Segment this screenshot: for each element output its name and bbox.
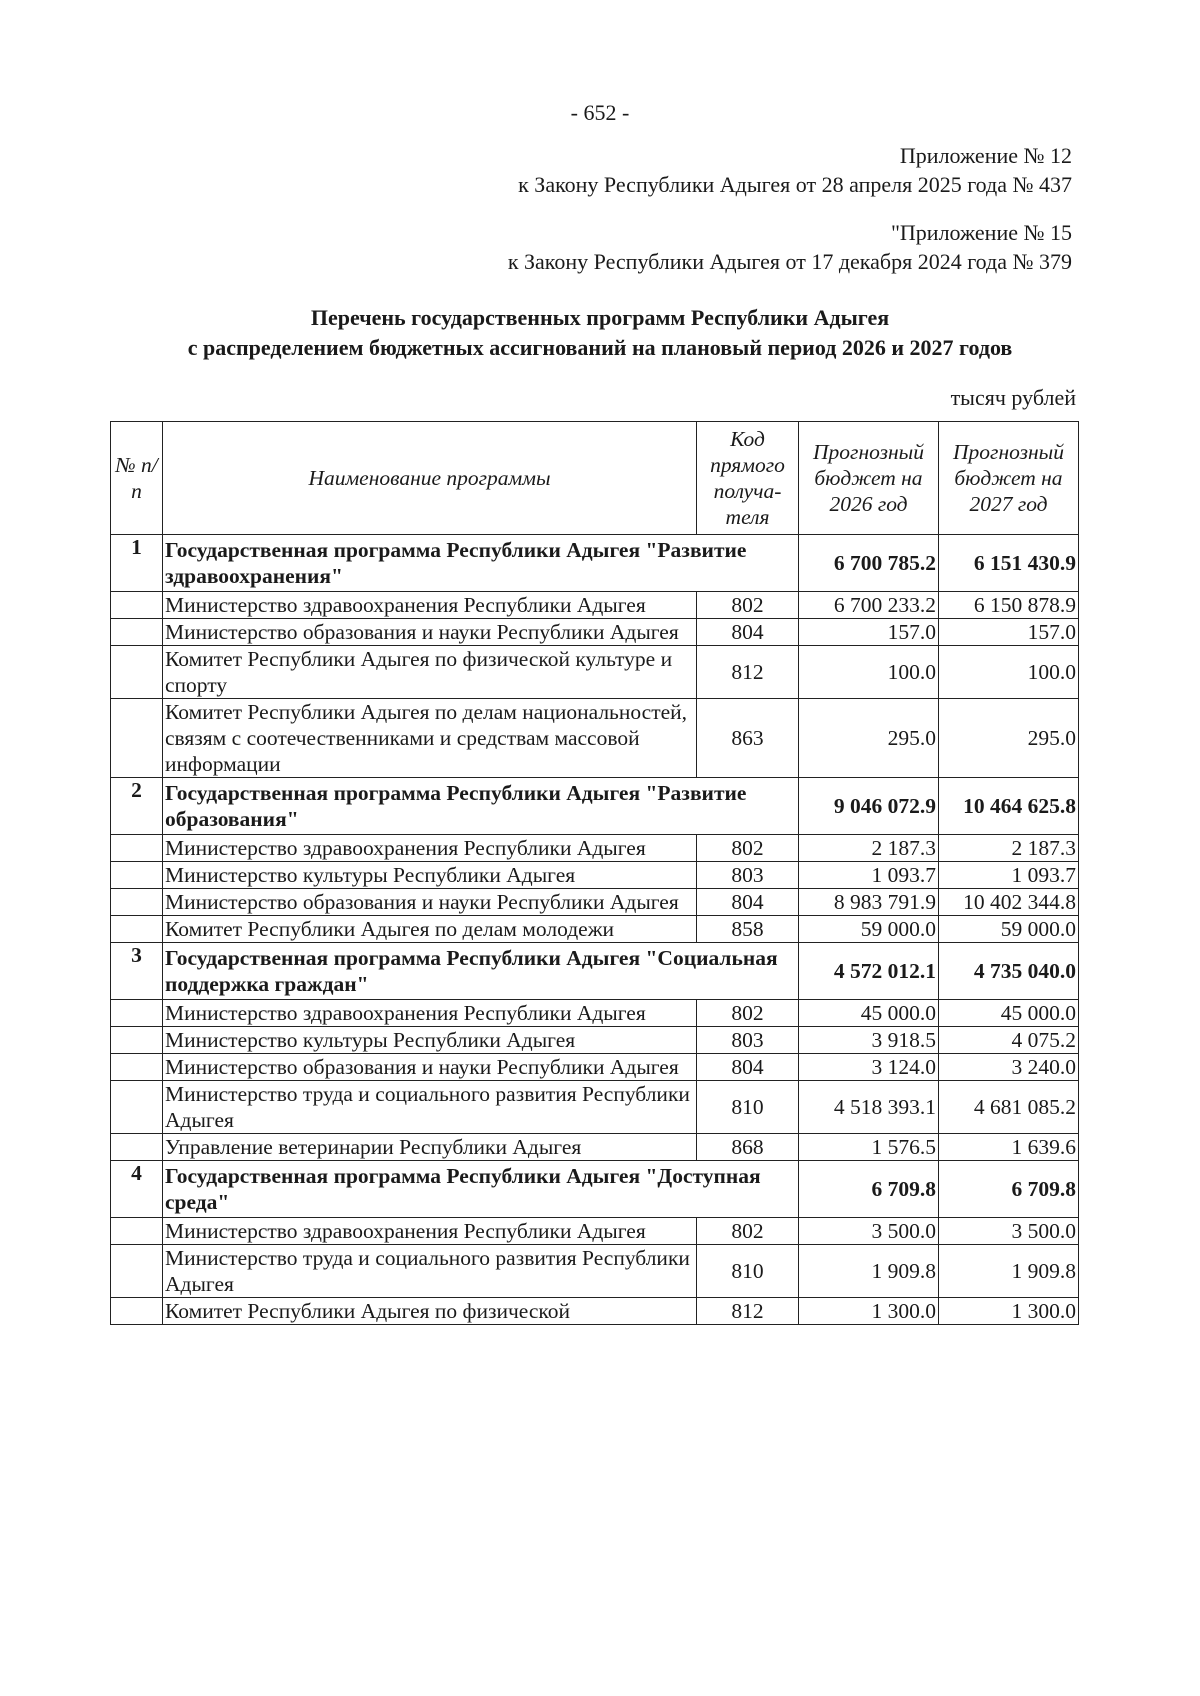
empty-num-cell	[111, 835, 163, 862]
budget-2026-value: 1 300.0	[799, 1298, 939, 1325]
table-row	[111, 1245, 1079, 1298]
program-number: 2	[111, 778, 163, 835]
recipient-code: 803	[697, 1027, 799, 1054]
budget-2027-value: 1 909.8	[939, 1245, 1079, 1298]
table-row	[111, 1218, 1079, 1245]
table-row	[111, 592, 1079, 619]
program-row	[111, 778, 1079, 835]
budget-2026-value: 3 124.0	[799, 1054, 939, 1081]
program-total-2027: 4 735 040.0	[939, 943, 1079, 1000]
program-total-2027: 10 464 625.8	[939, 778, 1079, 835]
document-title-line1: Перечень государственных программ Республики Адыгея	[310, 305, 890, 330]
document-title-line2: с распределением бюджетных ассигнований на плановый период 2026 и 2027 годов	[187, 335, 1013, 360]
recipient-code: 863	[697, 699, 799, 778]
empty-num-cell	[111, 699, 163, 778]
empty-num-cell	[111, 1298, 163, 1325]
program-title: Государственная программа Республики Адыгея "Развитие образования"	[163, 778, 799, 835]
recipient-code: 804	[697, 1054, 799, 1081]
program-row	[111, 943, 1079, 1000]
empty-num-cell	[111, 1000, 163, 1027]
recipient-code: 804	[697, 889, 799, 916]
budget-2027-value: 100.0	[939, 646, 1079, 699]
units-label: тысяч рублей	[950, 385, 1076, 410]
table-row	[111, 619, 1079, 646]
recipient-code: 812	[697, 1298, 799, 1325]
header-num: № п/п	[111, 422, 163, 535]
recipient-name: Министерство здравоохранения Республики Адыгея	[163, 592, 697, 619]
budget-2026-value: 1 909.8	[799, 1245, 939, 1298]
empty-num-cell	[111, 1218, 163, 1245]
budget-2027-value: 59 000.0	[939, 916, 1079, 943]
program-total-2027: 6 709.8	[939, 1161, 1079, 1218]
budget-2027-value: 1 300.0	[939, 1298, 1079, 1325]
program-total-2026: 4 572 012.1	[799, 943, 939, 1000]
budget-2027-value: 4 075.2	[939, 1027, 1079, 1054]
annex-original-line2: к Закону Республики Адыгея от 17 декабря 2024 года № 379	[507, 249, 1072, 274]
recipient-name: Министерство образования и науки Республики Адыгея	[163, 889, 697, 916]
table-row	[111, 699, 1079, 778]
table-row	[111, 889, 1079, 916]
budget-2026-value: 1 093.7	[799, 862, 939, 889]
recipient-name: Комитет Республики Адыгея по физической	[163, 1298, 697, 1325]
budget-2026-value: 295.0	[799, 699, 939, 778]
empty-num-cell	[111, 1245, 163, 1298]
budget-2027-value: 45 000.0	[939, 1000, 1079, 1027]
table-row	[111, 646, 1079, 699]
recipient-name: Министерство здравоохранения Республики Адыгея	[163, 1000, 697, 1027]
empty-num-cell	[111, 646, 163, 699]
table-row	[111, 1081, 1079, 1134]
budget-2026-value: 100.0	[799, 646, 939, 699]
table-body	[111, 535, 1079, 1325]
budget-2026-value: 1 576.5	[799, 1134, 939, 1161]
recipient-name: Министерство здравоохранения Республики Адыгея	[163, 835, 697, 862]
table-row	[111, 862, 1079, 889]
budget-2026-value: 3 918.5	[799, 1027, 939, 1054]
recipient-code: 804	[697, 619, 799, 646]
budget-2027-value: 1 093.7	[939, 862, 1079, 889]
budget-2026-value: 45 000.0	[799, 1000, 939, 1027]
recipient-name: Комитет Республики Адыгея по делам молодежи	[163, 916, 697, 943]
header-budget-2026: Прогнозный бюджет на 2026 год	[799, 422, 939, 535]
empty-num-cell	[111, 1134, 163, 1161]
table-row	[111, 916, 1079, 943]
table-row	[111, 1027, 1079, 1054]
table-row	[111, 1054, 1079, 1081]
header-budget-2027: Прогнозный бюджет на 2027 год	[939, 422, 1079, 535]
program-number: 4	[111, 1161, 163, 1218]
empty-num-cell	[111, 592, 163, 619]
empty-num-cell	[111, 889, 163, 916]
table-row	[111, 1134, 1079, 1161]
program-row	[111, 1161, 1079, 1218]
budget-2026-value: 2 187.3	[799, 835, 939, 862]
empty-num-cell	[111, 916, 163, 943]
empty-num-cell	[111, 862, 163, 889]
program-total-2026: 6 700 785.2	[799, 535, 939, 592]
empty-num-cell	[111, 1081, 163, 1134]
recipient-name: Министерство здравоохранения Республики Адыгея	[163, 1218, 697, 1245]
recipient-code: 858	[697, 916, 799, 943]
empty-num-cell	[111, 1054, 163, 1081]
recipient-code: 868	[697, 1134, 799, 1161]
program-number: 1	[111, 535, 163, 592]
budget-2027-value: 10 402 344.8	[939, 889, 1079, 916]
recipient-code: 802	[697, 1000, 799, 1027]
recipient-code: 802	[697, 1218, 799, 1245]
budget-2026-value: 4 518 393.1	[799, 1081, 939, 1134]
recipient-code: 812	[697, 646, 799, 699]
table-row	[111, 1000, 1079, 1027]
recipient-name: Министерство труда и социального развития Республики Адыгея	[163, 1081, 697, 1134]
recipient-name: Управление ветеринарии Республики Адыгея	[163, 1134, 697, 1161]
budget-2027-value: 2 187.3	[939, 835, 1079, 862]
program-total-2026: 6 709.8	[799, 1161, 939, 1218]
annex-current-line2: к Закону Республики Адыгея от 28 апреля 2025 года № 437	[518, 172, 1072, 197]
budget-2026-value: 59 000.0	[799, 916, 939, 943]
empty-num-cell	[111, 1027, 163, 1054]
recipient-code: 810	[697, 1081, 799, 1134]
program-title: Государственная программа Республики Адыгея "Доступная среда"	[163, 1161, 799, 1218]
annex-original	[508, 218, 1072, 276]
recipient-name: Министерство образования и науки Республики Адыгея	[163, 619, 697, 646]
page-number: - 652 -	[570, 100, 630, 125]
program-title: Государственная программа Республики Адыгея "Социальная поддержка граждан"	[163, 943, 799, 1000]
table-row	[111, 1298, 1079, 1325]
programs-table	[110, 421, 1079, 1325]
program-row	[111, 535, 1079, 592]
program-title: Государственная программа Республики Адыгея "Развитие здравоохранения"	[163, 535, 799, 592]
budget-2027-value: 3 500.0	[939, 1218, 1079, 1245]
document-title	[0, 303, 1200, 363]
budget-2026-value: 3 500.0	[799, 1218, 939, 1245]
recipient-name: Министерство культуры Республики Адыгея	[163, 862, 697, 889]
empty-num-cell	[111, 619, 163, 646]
recipient-name: Министерство труда и социального развития Республики Адыгея	[163, 1245, 697, 1298]
recipient-code: 803	[697, 862, 799, 889]
header-name: Наименование программы	[163, 422, 697, 535]
recipient-name: Комитет Республики Адыгея по делам национальностей, связям с соотечественниками и средствам массовой информации	[163, 699, 697, 778]
header-code: Код прямого получа-теля	[697, 422, 799, 535]
program-total-2026: 9 046 072.9	[799, 778, 939, 835]
recipient-name: Министерство культуры Республики Адыгея	[163, 1027, 697, 1054]
recipient-name: Комитет Республики Адыгея по физической культуре и спорту	[163, 646, 697, 699]
budget-2027-value: 157.0	[939, 619, 1079, 646]
table-row	[111, 835, 1079, 862]
budget-2026-value: 8 983 791.9	[799, 889, 939, 916]
program-total-2027: 6 151 430.9	[939, 535, 1079, 592]
table-header-row	[111, 422, 1079, 535]
annex-current	[518, 141, 1072, 199]
budget-2027-value: 4 681 085.2	[939, 1081, 1079, 1134]
annex-original-line1: "Приложение № 15	[890, 220, 1072, 245]
recipient-code: 802	[697, 835, 799, 862]
budget-2027-value: 3 240.0	[939, 1054, 1079, 1081]
recipient-code: 810	[697, 1245, 799, 1298]
budget-2026-value: 157.0	[799, 619, 939, 646]
budget-2027-value: 1 639.6	[939, 1134, 1079, 1161]
recipient-code: 802	[697, 592, 799, 619]
budget-2027-value: 295.0	[939, 699, 1079, 778]
recipient-name: Министерство образования и науки Республики Адыгея	[163, 1054, 697, 1081]
annex-current-line1: Приложение № 12	[899, 143, 1072, 168]
budget-2026-value: 6 700 233.2	[799, 592, 939, 619]
budget-2027-value: 6 150 878.9	[939, 592, 1079, 619]
program-number: 3	[111, 943, 163, 1000]
